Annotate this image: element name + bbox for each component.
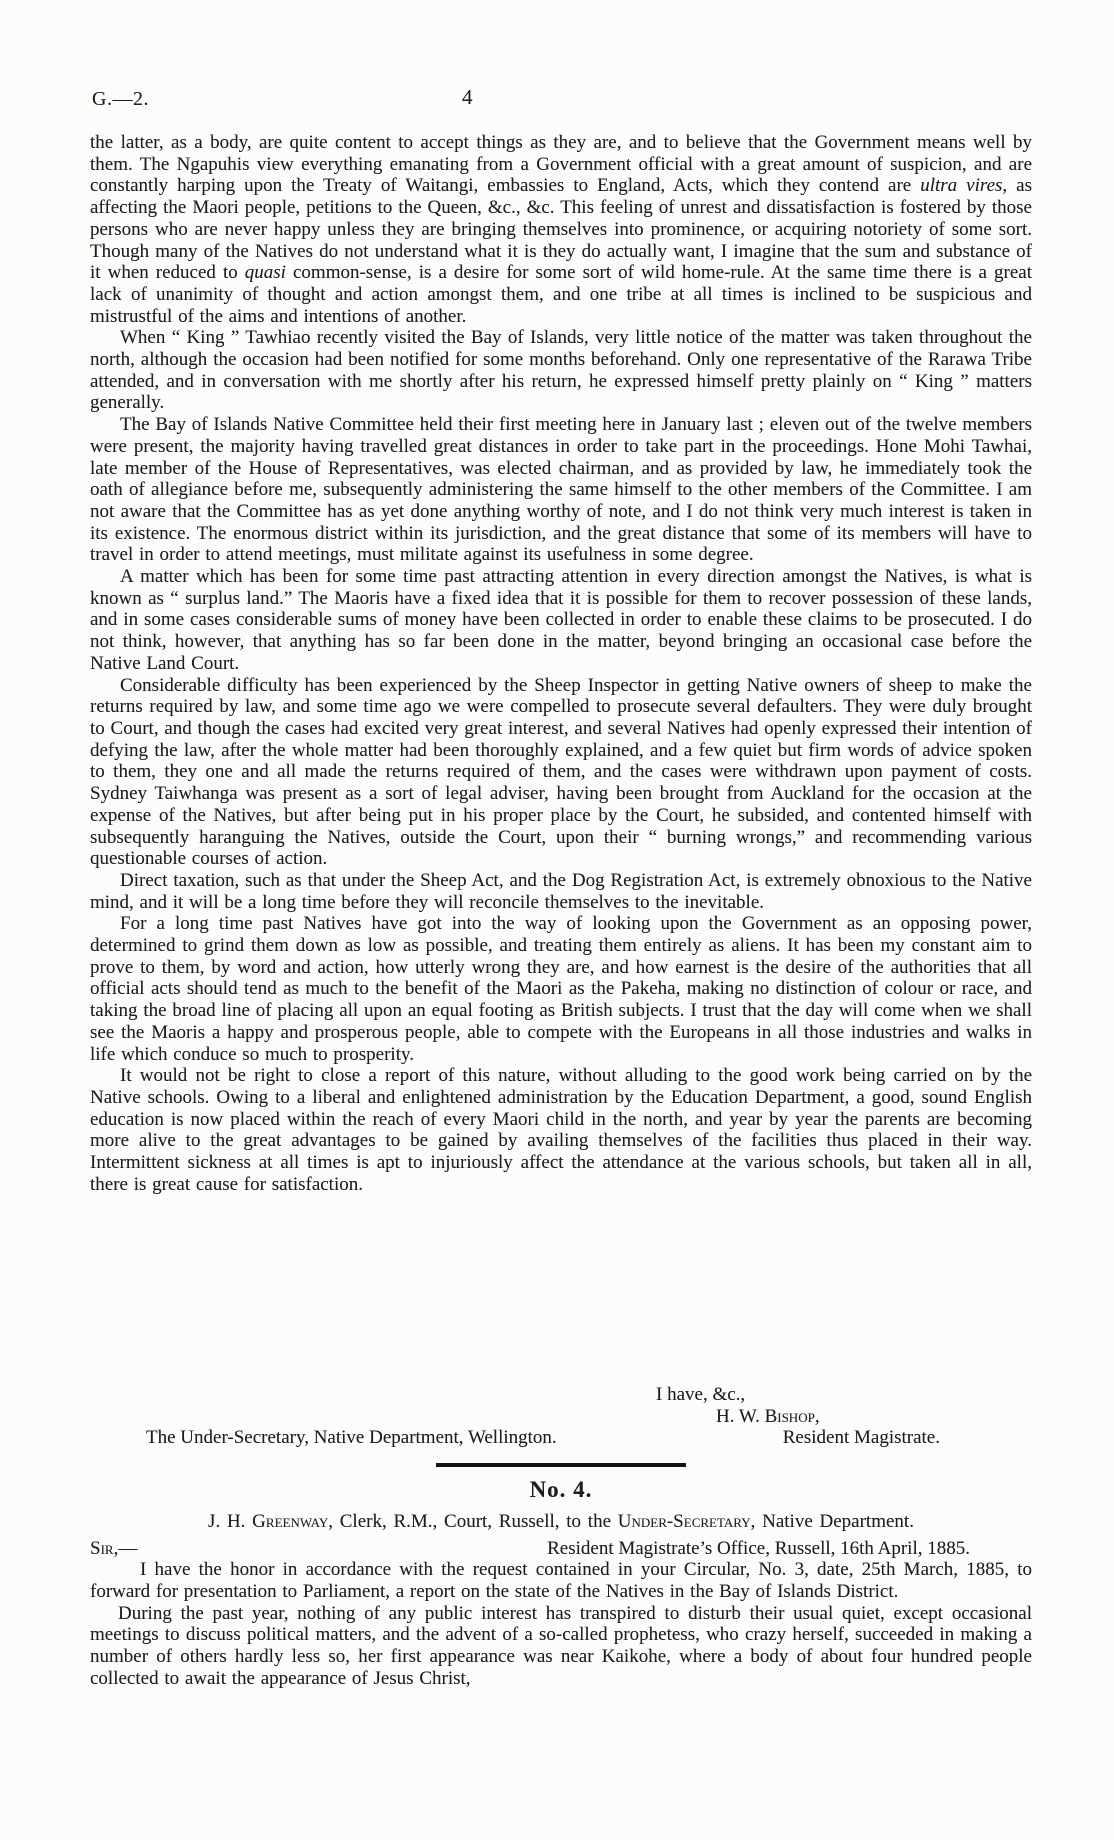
section-divider <box>436 1463 686 1467</box>
report-paragraph-5: Considerable difficulty has been experienced by the Sheep Inspector in getting Native owners of sheep to make the returns required by law, and some time ago we were compelled to prosecute several defaulters. They were duly brought to Court, and though the cases had excited very great interest, and several Natives had openly expressed their intention of defying the law, after the whole matter had been thoroughly explained, and a few quiet but firm words of advice spoken to them, they one and all made the returns required of them, and the cases were withdrawn upon payment of costs. Sydney Taiwhanga was present as a sort of legal adviser, having been brought from Auckland for the occasion at the expense of the Natives, but after being put in his proper place by the Court, he subsided, and contented himself with subsequently haranguing the Natives, outside the Court, upon their “ burning wrongs,” and recommending various questionable courses of action. <box>90 674 1032 870</box>
heading-text: , Clerk, R.M., Court, Russell, to the <box>328 1510 618 1532</box>
recipient-name: Under-Secretary <box>617 1510 751 1532</box>
heading-text: J. H. <box>208 1510 253 1532</box>
document-reference: G.—2. <box>92 88 149 110</box>
dateline: Resident Magistrate’s Office, Russell, 16th April, 1885. <box>547 1537 970 1559</box>
signatory-surname: Bishop <box>764 1405 815 1427</box>
report-paragraph-3: The Bay of Islands Native Committee held their first meeting here in January last ; eleven out of the twelve members were present, the majority having travelled great distances in order to take part in the proceedings. Hone Mohi Tawhai, late member of the House of Representatives, was elected chairman, and as provided by law, he immediately took the oath of allegiance before me, subsequently administering the same himself to the other members of the Committee. I am not aware that the Committee has as yet done anything worthy of note, and I do not think very much interest is taken in its existence. The enormous district within its jurisdiction, and the great distance that some of its members will have to travel in order to attend meetings, must militate against its usefulness in some degree. <box>90 414 1032 566</box>
salutation-dateline-row <box>90 1538 1032 1560</box>
report-paragraph-2: When “ King ” Tawhiao recently visited the Bay of Islands, very little notice of the matter was taken throughout the north, although the occasion had been notified for some months beforehand. Only one representative of the Rarawa Tribe attended, and in conversation with me shortly after his return, he expressed himself pretty plainly on “ King ” matters generally. <box>90 327 1032 414</box>
letter-paragraph-1: I have the honor in accordance with the request contained in your Circular, No. 3, date, 25th March, 1885, to forward for presentation to Parliament, a report on the state of the Natives in the Bay of Islands District. <box>90 1559 1032 1602</box>
report-body <box>90 132 1032 1195</box>
latin-phrase-quasi: quasi <box>244 262 286 284</box>
addressee: The Under-Secretary, Native Department, Wellington. <box>146 1427 557 1449</box>
report-paragraph-4: A matter which has been for some time past attracting attention in every direction amongst the Natives, is what is known as “ surplus land.” The Maoris have a fixed idea that it is possible for them to recover possession of these lands, and in some cases considerable sums of money have been collected in order to enable these claims to be prosecuted. I do not think, however, that anything has so far been done in the matter, beyond bringing an occasional case before the Native Land Court. <box>90 566 1032 674</box>
report-paragraph-7: For a long time past Natives have got into the way of looking upon the Government as an opposing power, determined to grind them down as low as possible, and treating them entirely as aliens. It has been my constant aim to prove to them, by word and action, how utterly wrong they are, and how earnest is the desire of the authorities that all official acts should tend as much to the benefit of the Maori as the Pakeha, making no distinction of colour or race, and taking the broad line of placing all upon an equal footing as British subjects. I trust that the day will come when we shall see the Maoris a happy and prosperous people, able to compete with the Europeans in all those industries and walks in life which conduce so much to prosperity. <box>90 913 1032 1065</box>
report-paragraph-1 <box>90 132 1032 327</box>
report-paragraph-6: Direct taxation, such as that under the Sheep Act, and the Dog Registration Act, is extremely obnoxious to the Native mind, and it will be a long time before they will reconcile themselves to the inevitable. <box>90 869 1032 913</box>
letter-section <box>90 1384 1032 1689</box>
signatory-initials: H. W. <box>716 1405 765 1427</box>
signature-punctuation: , <box>814 1405 820 1427</box>
salutation: Sir,— <box>90 1537 138 1559</box>
heading-text: , Native Department. <box>750 1510 914 1532</box>
signature-line <box>90 1406 1032 1428</box>
signatory-title: Resident Magistrate. <box>782 1427 940 1449</box>
letter-heading <box>90 1511 1032 1533</box>
addressee-line <box>90 1427 1032 1449</box>
report-paragraph-8: It would not be right to close a report of this nature, without alluding to the good work being carried on by the Native schools. Owing to a liberal and enlightened administration by the Education Department, a good, sound English education is now placed within the reach of every Maori child in the north, and year by year the parents are becoming more alive to the great advantages to be gained by availing themselves of the facilities thus placed in their way. Intermittent sickness at all times is apt to injuriously affect the attendance at the various schools, but taken all in all, there is great cause for satisfaction. <box>90 1065 1032 1195</box>
letter-paragraph-2: During the past year, nothing of any public interest has transpired to disturb their usual quiet, except occasional meetings to discuss political matters, and the advent of a so-called prophetess, who crazy herself, succeeded in making a number of others hardly less so, her first appearance was near Kaikohe, where a body of about four hundred people collected to await the appearance of Jesus Christ, <box>90 1602 1032 1689</box>
paragraph-text: the latter, as a body, are quite content to accept things as they are, and to believe that the Government means well by them. The Ngapuhis view everything emanating from a Government official with a great amount of suspicion, and are constantly harping upon the Treaty of Waitangi, embassies to England, Acts, which they contend are <box>90 132 1032 197</box>
valediction: I have, &c., <box>656 1384 746 1405</box>
section-number-heading: No. 4. <box>529 1477 593 1503</box>
page-number: 4 <box>462 85 473 109</box>
latin-phrase-ultra-vires: ultra vires <box>920 175 1003 197</box>
paragraph-text: , as affecting the Maori people, petitions to the Queen, &c., &c. This feeling of unrest and dissatisfaction is fostered by those persons who are never happy unless they are bringing themselves into prominence, or acquiring notoriety of some sort. Though many of the Natives do not understand what it is they do actually want, I imagine that the sum and substance of it when reduced to <box>90 175 1032 284</box>
paragraph-text: common-sense, is a desire for some sort of wild home-rule. At the same time there is a great lack of unanimity of thought and action amongst them, and one tribe at all times is inclined to be suspicious and mistrustful of the aims and intentions of another. <box>90 262 1032 327</box>
author-name: Greenway <box>252 1510 329 1532</box>
